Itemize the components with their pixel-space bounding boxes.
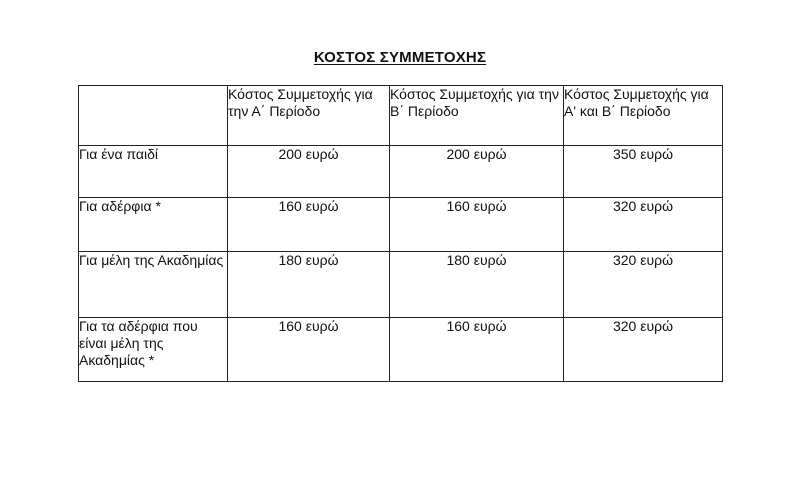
row-label: Για μέλη της Ακαδημίας [79,252,228,318]
cost-period-a: 180 ευρώ [228,252,390,318]
cost-period-a: 200 ευρώ [228,146,390,198]
cost-period-a: 160 ευρώ [228,198,390,252]
header-period-ab: Κόστος Συμμετοχής για Α' και Β΄ Περίοδο [564,86,723,146]
row-label: Για αδέρφια * [79,198,228,252]
cost-period-b: 160 ευρώ [390,318,564,382]
cost-period-a: 160 ευρώ [228,318,390,382]
header-period-b: Κόστος Συμμετοχής για την Β΄ Περίοδο [390,86,564,146]
cost-period-ab: 350 ευρώ [564,146,723,198]
table-row [79,318,723,382]
table-row [79,252,723,318]
cost-period-ab: 320 ευρώ [564,198,723,252]
row-label: Για τα αδέρφια που είναι μέλη της Ακαδημίας * [79,318,228,382]
header-empty-cell [79,86,228,146]
cost-period-b: 180 ευρώ [390,252,564,318]
cost-table [78,85,723,382]
cost-period-b: 160 ευρώ [390,198,564,252]
table-row [79,198,723,252]
cost-period-ab: 320 ευρώ [564,252,723,318]
row-label: Για ένα παιδί [79,146,228,198]
header-period-a: Κόστος Συμμετοχής για την Α΄ Περίοδο [228,86,390,146]
table-row [79,146,723,198]
table-header-row [79,86,723,146]
page-title: ΚΟΣΤΟΣ ΣΥΜΜΕΤΟΧΗΣ [313,49,487,66]
cost-period-b: 200 ευρώ [390,146,564,198]
cost-period-ab: 320 ευρώ [564,318,723,382]
